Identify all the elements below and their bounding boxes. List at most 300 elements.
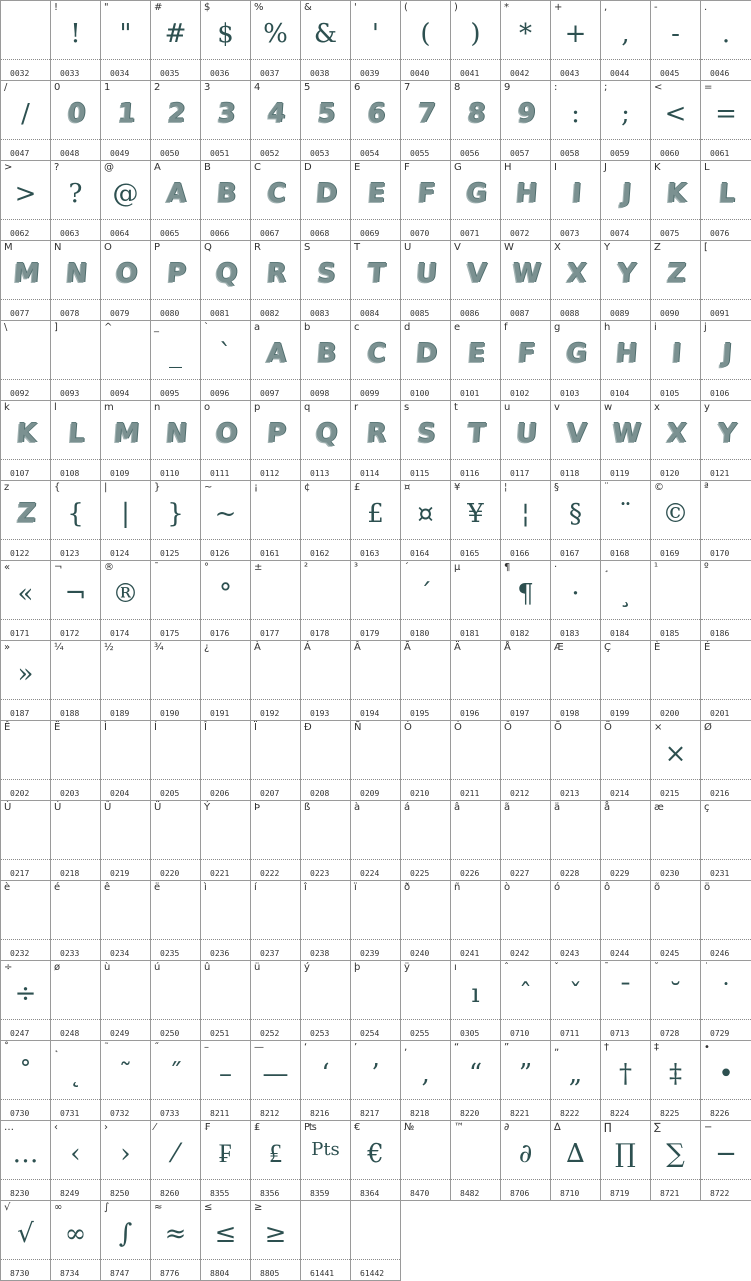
glyph-cell xyxy=(551,161,601,241)
character-label: Ý xyxy=(204,802,211,813)
glyph-cell xyxy=(501,881,551,961)
character-code: 0188 xyxy=(60,709,80,718)
character-code: 0083 xyxy=(310,309,330,318)
glyph-sample: < xyxy=(664,99,687,129)
character-label: ₣ xyxy=(204,1122,211,1133)
glyph-sample: ‡ xyxy=(669,1059,682,1089)
glyph-cell xyxy=(51,81,101,161)
glyph-sample: — xyxy=(262,1059,289,1089)
character-code: 0236 xyxy=(210,949,230,958)
glyph-sample xyxy=(451,899,500,943)
glyph-cell xyxy=(151,1201,201,1281)
glyph-sample: 2 xyxy=(166,99,186,129)
glyph-sample: 3 xyxy=(216,99,236,129)
character-label: Å xyxy=(504,642,511,653)
glyph-cell xyxy=(451,1121,501,1201)
character-code: 0123 xyxy=(60,549,80,558)
glyph-cell xyxy=(501,561,551,641)
character-label: † xyxy=(604,1042,609,1053)
character-label: ½ xyxy=(104,642,114,653)
glyph-cell xyxy=(101,641,151,721)
glyph-cell xyxy=(151,321,201,401)
glyph-cell xyxy=(451,1041,501,1121)
character-label: , xyxy=(604,2,608,13)
glyph-sample: “ xyxy=(468,1059,483,1089)
glyph-sample: ? xyxy=(68,179,83,209)
character-label: ≥ xyxy=(254,1202,263,1213)
character-label: © xyxy=(654,482,664,493)
glyph-sample: ¸ xyxy=(619,579,632,609)
glyph-row xyxy=(1,1041,751,1121)
glyph-cell xyxy=(601,161,651,241)
character-label: 0 xyxy=(54,82,61,93)
character-code: 0091 xyxy=(710,309,730,318)
glyph-sample: 8 xyxy=(466,99,486,129)
character-label: ) xyxy=(454,2,458,13)
character-code: 0231 xyxy=(710,869,730,878)
glyph-cell xyxy=(501,1,551,81)
glyph-sample xyxy=(651,819,700,863)
glyph-sample xyxy=(251,659,300,703)
glyph-cell xyxy=(601,321,651,401)
glyph-sample xyxy=(251,899,300,943)
glyph-sample xyxy=(451,739,500,783)
glyph-cell xyxy=(351,1121,401,1201)
glyph-sample: M xyxy=(12,259,40,289)
character-label: L xyxy=(704,162,710,173)
glyph-sample xyxy=(251,739,300,783)
glyph-cell xyxy=(651,561,701,641)
glyph-cell xyxy=(401,81,451,161)
character-label: # xyxy=(154,2,163,13)
glyph-sample: … xyxy=(12,1139,39,1169)
glyph-cell xyxy=(701,801,751,881)
character-code: 0196 xyxy=(460,709,480,718)
glyph-sample: 9 xyxy=(516,99,536,129)
glyph-cell xyxy=(451,241,501,321)
glyph-sample: ” xyxy=(518,1059,533,1089)
glyph-cell xyxy=(401,401,451,481)
character-label: K xyxy=(654,162,661,173)
glyph-sample xyxy=(101,659,150,703)
glyph-cell xyxy=(101,81,151,161)
character-code: 0185 xyxy=(660,629,680,638)
glyph-cell xyxy=(551,641,601,721)
glyph-sample: ≤ xyxy=(214,1219,237,1249)
character-code: 8212 xyxy=(260,1109,280,1118)
character-code: 0230 xyxy=(660,869,680,878)
character-code: 0178 xyxy=(310,629,330,638)
glyph-sample: ˛ xyxy=(69,1059,82,1089)
character-label: é xyxy=(54,882,61,893)
character-code: 0223 xyxy=(310,869,330,878)
character-code: 0126 xyxy=(210,549,230,558)
glyph-cell xyxy=(101,321,151,401)
character-label: b xyxy=(304,322,311,333)
glyph-sample xyxy=(401,899,450,943)
character-label: [ xyxy=(704,242,708,253)
character-code: 0094 xyxy=(110,389,130,398)
glyph-sample xyxy=(51,819,100,863)
glyph-sample: J xyxy=(620,179,632,209)
character-label: ¡ xyxy=(254,482,259,493)
character-label: ≈ xyxy=(154,1202,163,1213)
character-code: 0118 xyxy=(560,469,580,478)
character-code: 0248 xyxy=(60,1029,80,1038)
glyph-sample: + xyxy=(564,19,587,49)
character-label: p xyxy=(254,402,261,413)
character-code: 8470 xyxy=(410,1189,430,1198)
character-label: C xyxy=(254,162,261,173)
glyph-cell xyxy=(551,801,601,881)
glyph-sample xyxy=(51,659,100,703)
character-code: 0241 xyxy=(460,949,480,958)
character-code: 0711 xyxy=(560,1029,580,1038)
glyph-sample: ₤ xyxy=(269,1139,282,1169)
character-code: 0122 xyxy=(10,549,30,558)
character-code: 0066 xyxy=(210,229,230,238)
character-label: ¦ xyxy=(504,482,508,493)
glyph-cell xyxy=(701,481,751,561)
glyph-cell xyxy=(251,401,301,481)
glyph-cell xyxy=(501,161,551,241)
glyph-sample xyxy=(151,819,200,863)
character-label: ä xyxy=(554,802,561,813)
character-label: 4 xyxy=(254,82,261,93)
character-label: ú xyxy=(154,962,161,973)
glyph-cell xyxy=(501,721,551,801)
character-code: 0041 xyxy=(460,69,480,78)
glyph-sample: , xyxy=(621,19,630,49)
character-label: ; xyxy=(604,82,608,93)
character-label: Ù xyxy=(4,802,12,813)
character-code: 8221 xyxy=(510,1109,530,1118)
character-label: j xyxy=(704,322,707,333)
glyph-cell xyxy=(1,561,51,641)
character-code: 0049 xyxy=(110,149,130,158)
character-label: z xyxy=(4,482,10,493)
glyph-sample xyxy=(301,739,350,783)
glyph-cell xyxy=(651,161,701,241)
character-label: ê xyxy=(104,882,111,893)
character-code: 0251 xyxy=(210,1029,230,1038)
glyph-cell xyxy=(101,801,151,881)
character-code: 0227 xyxy=(510,869,530,878)
glyph-cell xyxy=(151,641,201,721)
glyph-sample: B xyxy=(315,339,337,369)
character-label: Ì xyxy=(104,722,107,733)
glyph-sample: ( xyxy=(420,19,431,49)
glyph-cell xyxy=(501,81,551,161)
character-label: § xyxy=(554,482,559,493)
character-code: 0713 xyxy=(610,1029,630,1038)
character-label: ˙ xyxy=(704,962,709,973)
character-code: 0198 xyxy=(560,709,580,718)
glyph-cell xyxy=(351,1,401,81)
glyph-sample: ° xyxy=(219,579,232,609)
glyph-cell xyxy=(551,481,601,561)
character-label: € xyxy=(354,1122,361,1133)
character-label: № xyxy=(404,1122,415,1133)
glyph-cell xyxy=(651,1,701,81)
glyph-sample: ∏ xyxy=(615,1139,636,1169)
character-code: 0069 xyxy=(360,229,380,238)
glyph-sample: √ xyxy=(17,1219,34,1249)
character-label: H xyxy=(504,162,512,173)
glyph-cell xyxy=(501,321,551,401)
character-code: 0038 xyxy=(310,69,330,78)
character-code: 0729 xyxy=(710,1029,730,1038)
glyph-cell xyxy=(601,81,651,161)
character-code: 0053 xyxy=(310,149,330,158)
glyph-cell xyxy=(251,961,301,1041)
glyph-cell xyxy=(451,161,501,241)
character-label: ³ xyxy=(354,562,359,573)
character-code: 0200 xyxy=(660,709,680,718)
character-code: 8356 xyxy=(260,1189,280,1198)
glyph-sample: S xyxy=(316,259,336,289)
character-label: ü xyxy=(254,962,261,973)
glyph-cell xyxy=(501,481,551,561)
glyph-cell xyxy=(51,721,101,801)
glyph-sample: " xyxy=(119,19,132,49)
glyph-cell xyxy=(201,1201,251,1281)
glyph-cell xyxy=(501,961,551,1041)
glyph-sample: ‚ xyxy=(421,1059,430,1089)
character-label: 8 xyxy=(454,82,461,93)
character-code: 0728 xyxy=(660,1029,680,1038)
character-code: 0224 xyxy=(360,869,380,878)
glyph-cell xyxy=(201,961,251,1041)
character-label: ¹ xyxy=(654,562,659,573)
character-code: 0042 xyxy=(510,69,530,78)
character-code: 0062 xyxy=(10,229,30,238)
character-label: 7 xyxy=(404,82,411,93)
glyph-sample: ˙ xyxy=(719,979,733,1009)
glyph-cell xyxy=(301,321,351,401)
glyph-cell xyxy=(301,81,351,161)
glyph-cell xyxy=(101,401,151,481)
character-code: 0184 xyxy=(610,629,630,638)
character-code: 0104 xyxy=(610,389,630,398)
character-code: 0181 xyxy=(460,629,480,638)
character-label: S xyxy=(304,242,311,253)
glyph-cell xyxy=(51,401,101,481)
glyph-sample: * xyxy=(519,19,532,49)
glyph-cell xyxy=(51,321,101,401)
glyph-cell xyxy=(601,561,651,641)
glyph-sample xyxy=(401,659,450,703)
character-code: 0233 xyxy=(60,949,80,958)
glyph-sample xyxy=(451,659,500,703)
character-label: â xyxy=(454,802,461,813)
character-code: 0209 xyxy=(360,789,380,798)
character-code: 0246 xyxy=(710,949,730,958)
character-label: ” xyxy=(504,1042,510,1053)
character-label: ˚ xyxy=(4,1042,9,1053)
glyph-cell xyxy=(201,881,251,961)
character-label: µ xyxy=(454,562,461,573)
character-label: ˝ xyxy=(154,1042,159,1053)
character-label: > xyxy=(4,162,13,173)
glyph-cell xyxy=(551,81,601,161)
character-code: 0221 xyxy=(210,869,230,878)
glyph-cell xyxy=(101,481,151,561)
glyph-sample xyxy=(551,739,600,783)
glyph-cell xyxy=(51,801,101,881)
character-code: 0057 xyxy=(510,149,530,158)
character-label: 3 xyxy=(204,82,211,93)
glyph-cell xyxy=(251,721,301,801)
glyph-sample xyxy=(451,1139,500,1183)
glyph-sample: = xyxy=(715,99,737,129)
glyph-cell xyxy=(51,1121,101,1201)
character-code: 8224 xyxy=(610,1109,630,1118)
character-code: 0190 xyxy=(160,709,180,718)
character-label: 6 xyxy=(354,82,361,93)
glyph-row xyxy=(1,881,751,961)
character-code: 0250 xyxy=(160,1029,180,1038)
character-code: 0182 xyxy=(510,629,530,638)
glyph-cell xyxy=(651,961,701,1041)
glyph-sample xyxy=(301,579,350,623)
glyph-cell xyxy=(501,641,551,721)
glyph-sample: ∞ xyxy=(64,1219,87,1249)
character-label: å xyxy=(604,802,611,813)
glyph-sample: $ xyxy=(217,19,234,49)
glyph-cell xyxy=(551,401,601,481)
character-label: 5 xyxy=(304,82,311,93)
character-label: ´ xyxy=(404,562,409,573)
character-label: ‘ xyxy=(304,1042,308,1053)
character-label: õ xyxy=(654,882,661,893)
character-code: 0077 xyxy=(10,309,30,318)
character-code: 0072 xyxy=(510,229,530,238)
glyph-sample: ¥ xyxy=(467,499,484,529)
character-label: Ñ xyxy=(354,722,362,733)
character-code: 0050 xyxy=(160,149,180,158)
glyph-row xyxy=(1,1,751,81)
glyph-cell xyxy=(101,561,151,641)
glyph-sample: A xyxy=(265,339,287,369)
character-label: × xyxy=(654,722,663,733)
character-code: 0229 xyxy=(610,869,630,878)
character-label: ∂ xyxy=(504,1122,510,1133)
glyph-row xyxy=(1,641,751,721)
character-label: Î xyxy=(204,722,207,733)
character-code: 0207 xyxy=(260,789,280,798)
glyph-cell xyxy=(351,561,401,641)
character-label: Ú xyxy=(54,802,62,813)
glyph-cell xyxy=(51,481,101,561)
character-label: Ç xyxy=(604,642,611,653)
glyph-cell xyxy=(451,721,501,801)
glyph-cell xyxy=(351,721,401,801)
glyph-sample: ˆ xyxy=(519,979,532,1009)
glyph-cell xyxy=(201,161,251,241)
character-label: 9 xyxy=(504,82,511,93)
character-label: \ xyxy=(4,322,8,333)
character-code: 0249 xyxy=(110,1029,130,1038)
glyph-cell xyxy=(401,961,451,1041)
glyph-cell xyxy=(151,81,201,161)
character-code: 0237 xyxy=(260,949,280,958)
glyph-sample: ¨ xyxy=(619,499,632,529)
character-code: 0101 xyxy=(460,389,480,398)
character-label: Í xyxy=(154,722,157,733)
character-code: 0169 xyxy=(660,549,680,558)
glyph-cell xyxy=(1,721,51,801)
glyph-cell xyxy=(301,401,351,481)
character-code: 0162 xyxy=(310,549,330,558)
glyph-cell xyxy=(351,641,401,721)
character-label: 1 xyxy=(104,82,111,93)
character-label: v xyxy=(554,402,560,413)
character-label: á xyxy=(404,802,411,813)
character-code: 0097 xyxy=(260,389,280,398)
glyph-cell xyxy=(1,481,51,561)
glyph-sample: ⁄ xyxy=(173,1139,178,1169)
glyph-sample xyxy=(51,979,100,1023)
character-label: d xyxy=(404,322,411,333)
glyph-row xyxy=(1,241,751,321)
character-code: 0103 xyxy=(560,389,580,398)
character-code: 0090 xyxy=(660,309,680,318)
character-label: ò xyxy=(504,882,511,893)
character-label: “ xyxy=(454,1042,460,1053)
glyph-row xyxy=(1,1201,401,1281)
character-code: 0081 xyxy=(210,309,230,318)
character-label: W xyxy=(504,242,514,253)
glyph-cell xyxy=(251,241,301,321)
glyph-sample: Z xyxy=(666,259,686,289)
character-code: 0212 xyxy=(510,789,530,798)
character-label: Ü xyxy=(154,802,162,813)
glyph-cell xyxy=(251,1201,301,1281)
character-label: ñ xyxy=(454,882,461,893)
glyph-sample: ’ xyxy=(371,1059,380,1089)
glyph-cell xyxy=(301,481,351,561)
glyph-sample: H xyxy=(614,339,638,369)
glyph-sample: / xyxy=(21,99,30,129)
character-label: _ xyxy=(154,322,159,333)
glyph-cell xyxy=(601,961,651,1041)
glyph-cell xyxy=(701,241,751,321)
character-label: ¼ xyxy=(54,642,64,653)
character-label: - xyxy=(654,2,658,13)
character-label: À xyxy=(254,642,261,653)
character-label: Ð xyxy=(304,722,312,733)
glyph-sample: X xyxy=(665,419,687,449)
glyph-sample xyxy=(401,1139,450,1183)
glyph-cell xyxy=(401,321,451,401)
glyph-cell xyxy=(351,481,401,561)
character-code: 8226 xyxy=(710,1109,730,1118)
glyph-cell xyxy=(151,721,201,801)
character-label: ∫ xyxy=(104,1202,110,1213)
glyph-sample xyxy=(151,579,200,623)
glyph-sample xyxy=(51,899,100,943)
glyph-sample xyxy=(351,1219,400,1263)
character-label: Â xyxy=(354,642,361,653)
character-code: 0076 xyxy=(710,229,730,238)
character-code: 0112 xyxy=(260,469,280,478)
glyph-sample: £ xyxy=(367,499,384,529)
character-code: 0732 xyxy=(110,1109,130,1118)
glyph-sample: } xyxy=(167,499,184,529)
character-code: 0183 xyxy=(560,629,580,638)
character-code: 0222 xyxy=(260,869,280,878)
